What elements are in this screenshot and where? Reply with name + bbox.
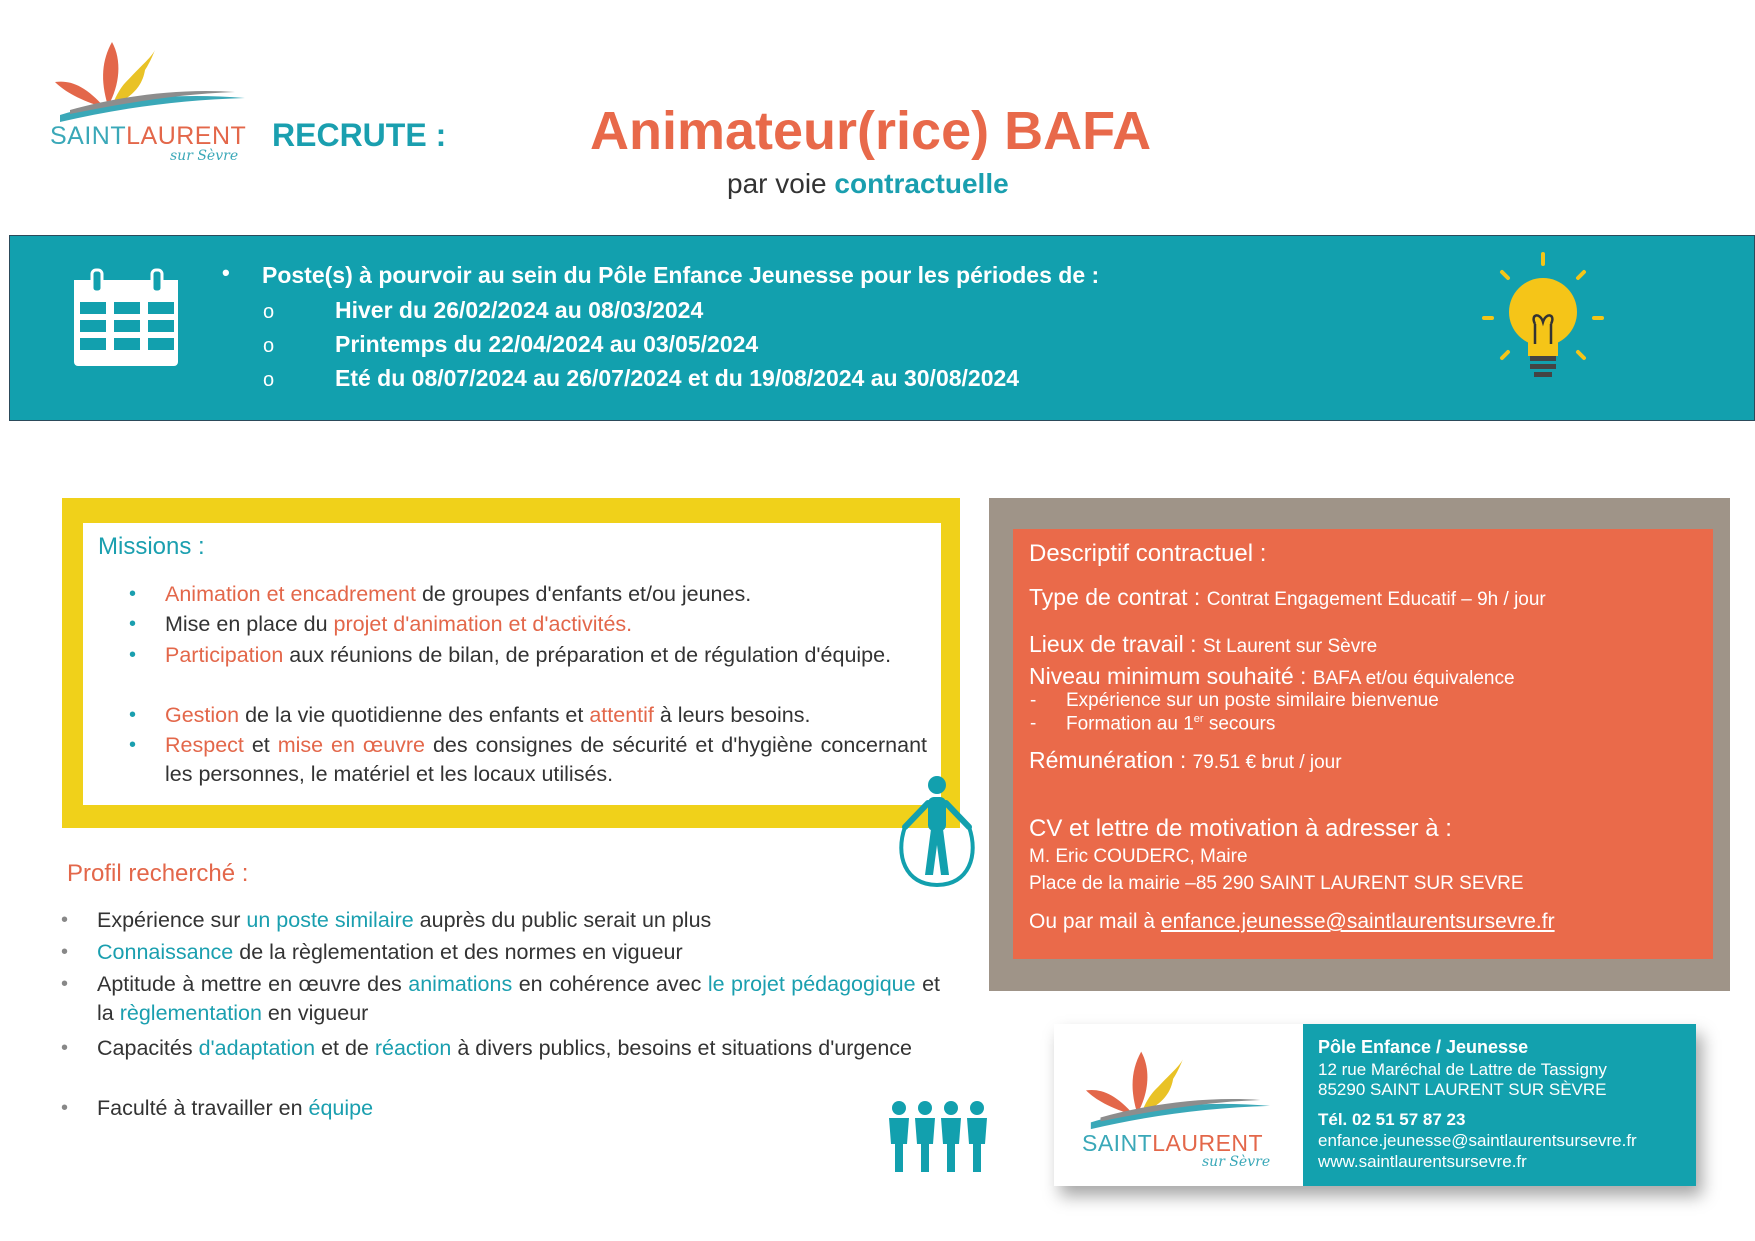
lightbulb-icon [1480,252,1606,392]
mail-link[interactable]: enfance.jeunesse@saintlaurentsursevre.fr [1160,910,1555,933]
period-item: o Hiver du 26/02/2024 au 08/03/2024 [263,297,704,323]
profil-item: • Expérience sur un poste similaire auprès du public serait un plus [61,908,712,932]
mission-item: • Gestion de la vie quotidienne des enfants et attentif à leurs besoins. [129,703,811,727]
contract-formation: - Formation au 1er secours [1030,713,1276,735]
card-website: www.saintlaurentsursevre.fr [1318,1152,1527,1171]
contract-title: Descriptif contractuel : [1029,540,1267,567]
profil-item: • Connaissance de la règlementation et des normes en vigueur [61,940,683,964]
missions-title: Missions : [98,533,205,560]
card-logo-wordmark: SAINTLAURENT [1082,1130,1264,1156]
cv-heading: CV et lettre de motivation à adresser à : [1029,815,1452,842]
contract-lieux: Lieux de travail : St Laurent sur Sèvre [1029,631,1378,657]
contract-type: Type de contrat : Contrat Engagement Educatif – 9h / jour [1029,584,1546,610]
mission-item: • Respect et mise en œuvre des consignes de sécurité et d'hygiène concernant les personnes, le matériel et les locaux utilisés. [129,733,928,786]
contract-experience: - Expérience sur un poste similaire bienvenue [1030,690,1439,711]
jump-rope-person-icon [895,775,980,895]
team-people-icon [885,1100,993,1175]
card-title: Pôle Enfance / Jeunesse [1318,1037,1529,1057]
butterfly-logo-icon [50,30,250,125]
profil-item: • Capacités d'adaptation et de réaction à divers publics, besoins et situations d'urgence [61,1036,913,1060]
profil-item: • Faculté à travailler en équipe [61,1096,374,1120]
calendar-icon [72,268,182,368]
contract-remuneration: Rémunération : 79.51 € brut / jour [1029,747,1342,773]
profil-title: Profil recherché : [67,860,249,887]
butterfly-logo-icon [1078,1040,1278,1132]
logo-subtitle: sur Sèvre [170,148,239,164]
contact-address: Place de la mairie –85 290 SAINT LAURENT SUR SEVRE [1029,873,1524,894]
mission-item: • Participation aux réunions de bilan, de préparation et de régulation d'équipe. [129,643,892,667]
mission-item: • Mise en place du projet d'animation et d'activités. [129,612,633,636]
card-phone: Tél. 02 51 57 87 23 [1318,1110,1466,1129]
period-item: o Printemps du 22/04/2024 au 03/05/2024 [263,331,759,357]
contact-mail: Ou par mail à enfance.jeunesse@saintlaurentsursevre.fr [1029,910,1555,933]
contract-niveau: Niveau minimum souhaité : BAFA et/ou équivalence [1029,663,1515,689]
mission-item: • Animation et encadrement de groupes d'enfants et/ou jeunes. [129,582,752,606]
card-city: 85290 SAINT LAURENT SUR SÈVRE [1318,1080,1607,1099]
page-subtitle: par voie contractuelle [727,168,1009,199]
card-street: 12 rue Maréchal de Lattre de Tassigny [1318,1060,1607,1079]
periods-intro: • Poste(s) à pourvoir au sein du Pôle Enfance Jeunesse pour les périodes de : [222,260,1100,288]
profil-item: • Aptitude à mettre en œuvre des animations en cohérence avec le projet pédagogique et la règlementation en vigueur [61,972,941,1025]
card-email: enfance.jeunesse@saintlaurentsursevre.fr [1318,1131,1637,1150]
logo-wordmark: SAINTLAURENT [50,122,247,150]
recrute-heading: RECRUTE : [272,117,447,153]
card-logo-subtitle: sur Sèvre [1202,1154,1271,1170]
period-item: o Eté du 08/07/2024 au 26/07/2024 et du 19/08/2024 au 30/08/2024 [263,365,1020,391]
page-title: Animateur(rice) BAFA [590,101,1152,161]
saint-laurent-logo [50,30,250,165]
card-logo [1078,1040,1283,1175]
contact-name: M. Eric COUDERC, Maire [1029,846,1248,867]
